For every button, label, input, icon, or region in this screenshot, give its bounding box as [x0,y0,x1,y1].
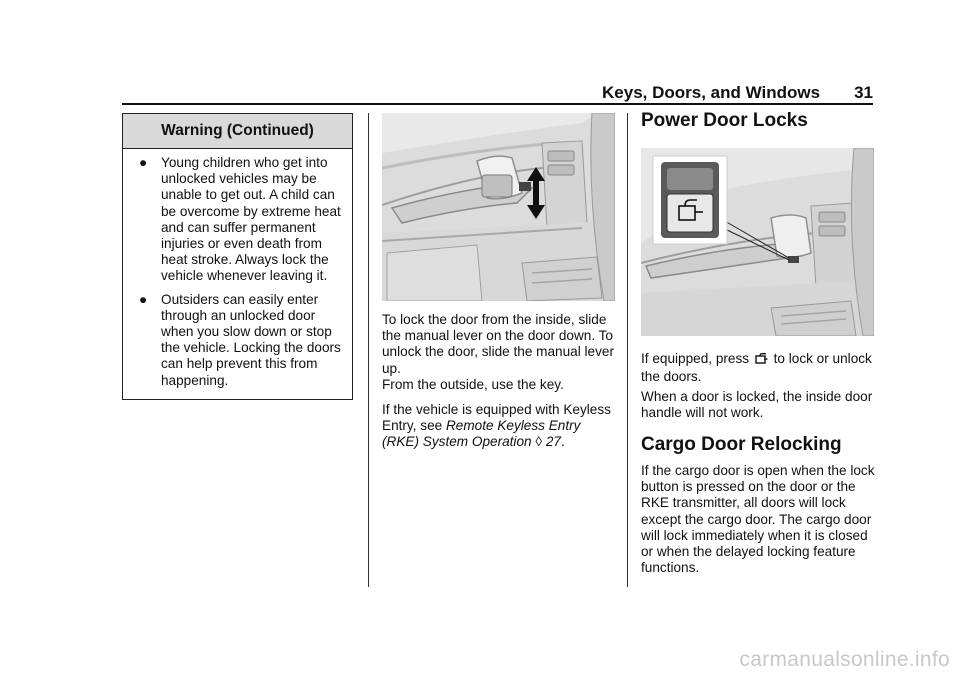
power-door-locks-heading: Power Door Locks [641,110,808,131]
warning-list [123,149,352,389]
watermark: carmanualsonline.info [739,648,950,671]
power-lock-drawing [641,148,874,336]
column-divider-right [627,113,628,587]
power-lock-text [641,350,877,386]
cargo-door-relocking-heading: Cargo Door Relocking [641,434,842,455]
outside-key-text: From the outside, use the key. [382,377,564,392]
page-header [122,84,873,103]
page-ref-icon: ◊ [535,434,543,450]
rke-page-number[interactable]: 27 [545,434,561,450]
chapter-title: Keys, Doors, and Windows [602,83,821,102]
page-number: 31 [854,83,873,102]
header-rule [122,103,873,105]
door-panel-drawing [382,113,615,301]
warning-item-text: Outsiders can easily enter through an unlocked door when you slow down or stop the vehicle. Locking the doors can help prevent this from happening. [161,291,341,388]
rke-reference-link[interactable]: Remote Keyless Entry (RKE) System Operation [382,418,581,450]
cargo-door-text: If the cargo door is open when the lock button is pressed on the door or the RKE transmitter, all doors will lock except the cargo door. The cargo door will lock immediately when it is closed or when the delayed locking feature functions. [641,463,875,576]
column-divider-left [368,113,369,587]
warning-item [137,155,344,285]
bullet-icon: ● [139,291,148,307]
lock-icon [755,353,768,364]
press-suffix: to lock or unlock the doors. [641,351,872,384]
warning-box [122,113,353,400]
warning-item-text: Young children who get into unlocked vehicles may be unable to get out. A child can be overcome by extreme heat and can suffer permanent injuries or even death from heat stroke. Always lock the vehicle whenever leaving it. [161,155,341,284]
power-lock-illustration [641,148,874,336]
keyless-suffix: . [560,434,565,450]
locked-handle-text: When a door is locked, the inside door handle will not work. [641,389,873,421]
door-lever-illustration [382,113,615,301]
warning-title: Warning (Continued) [123,114,352,149]
bullet-icon: ● [139,155,148,170]
lock-instructions: To lock the door from the inside, slide the manual lever on the door down. To unlock the door, slide the manual lever up. [382,312,614,376]
keyless-prefix: If the vehicle is equipped with Keyless Entry, see [382,402,611,434]
warning-item [137,292,344,389]
press-prefix: If equipped, press [641,351,753,366]
keyless-entry-text [382,402,618,451]
